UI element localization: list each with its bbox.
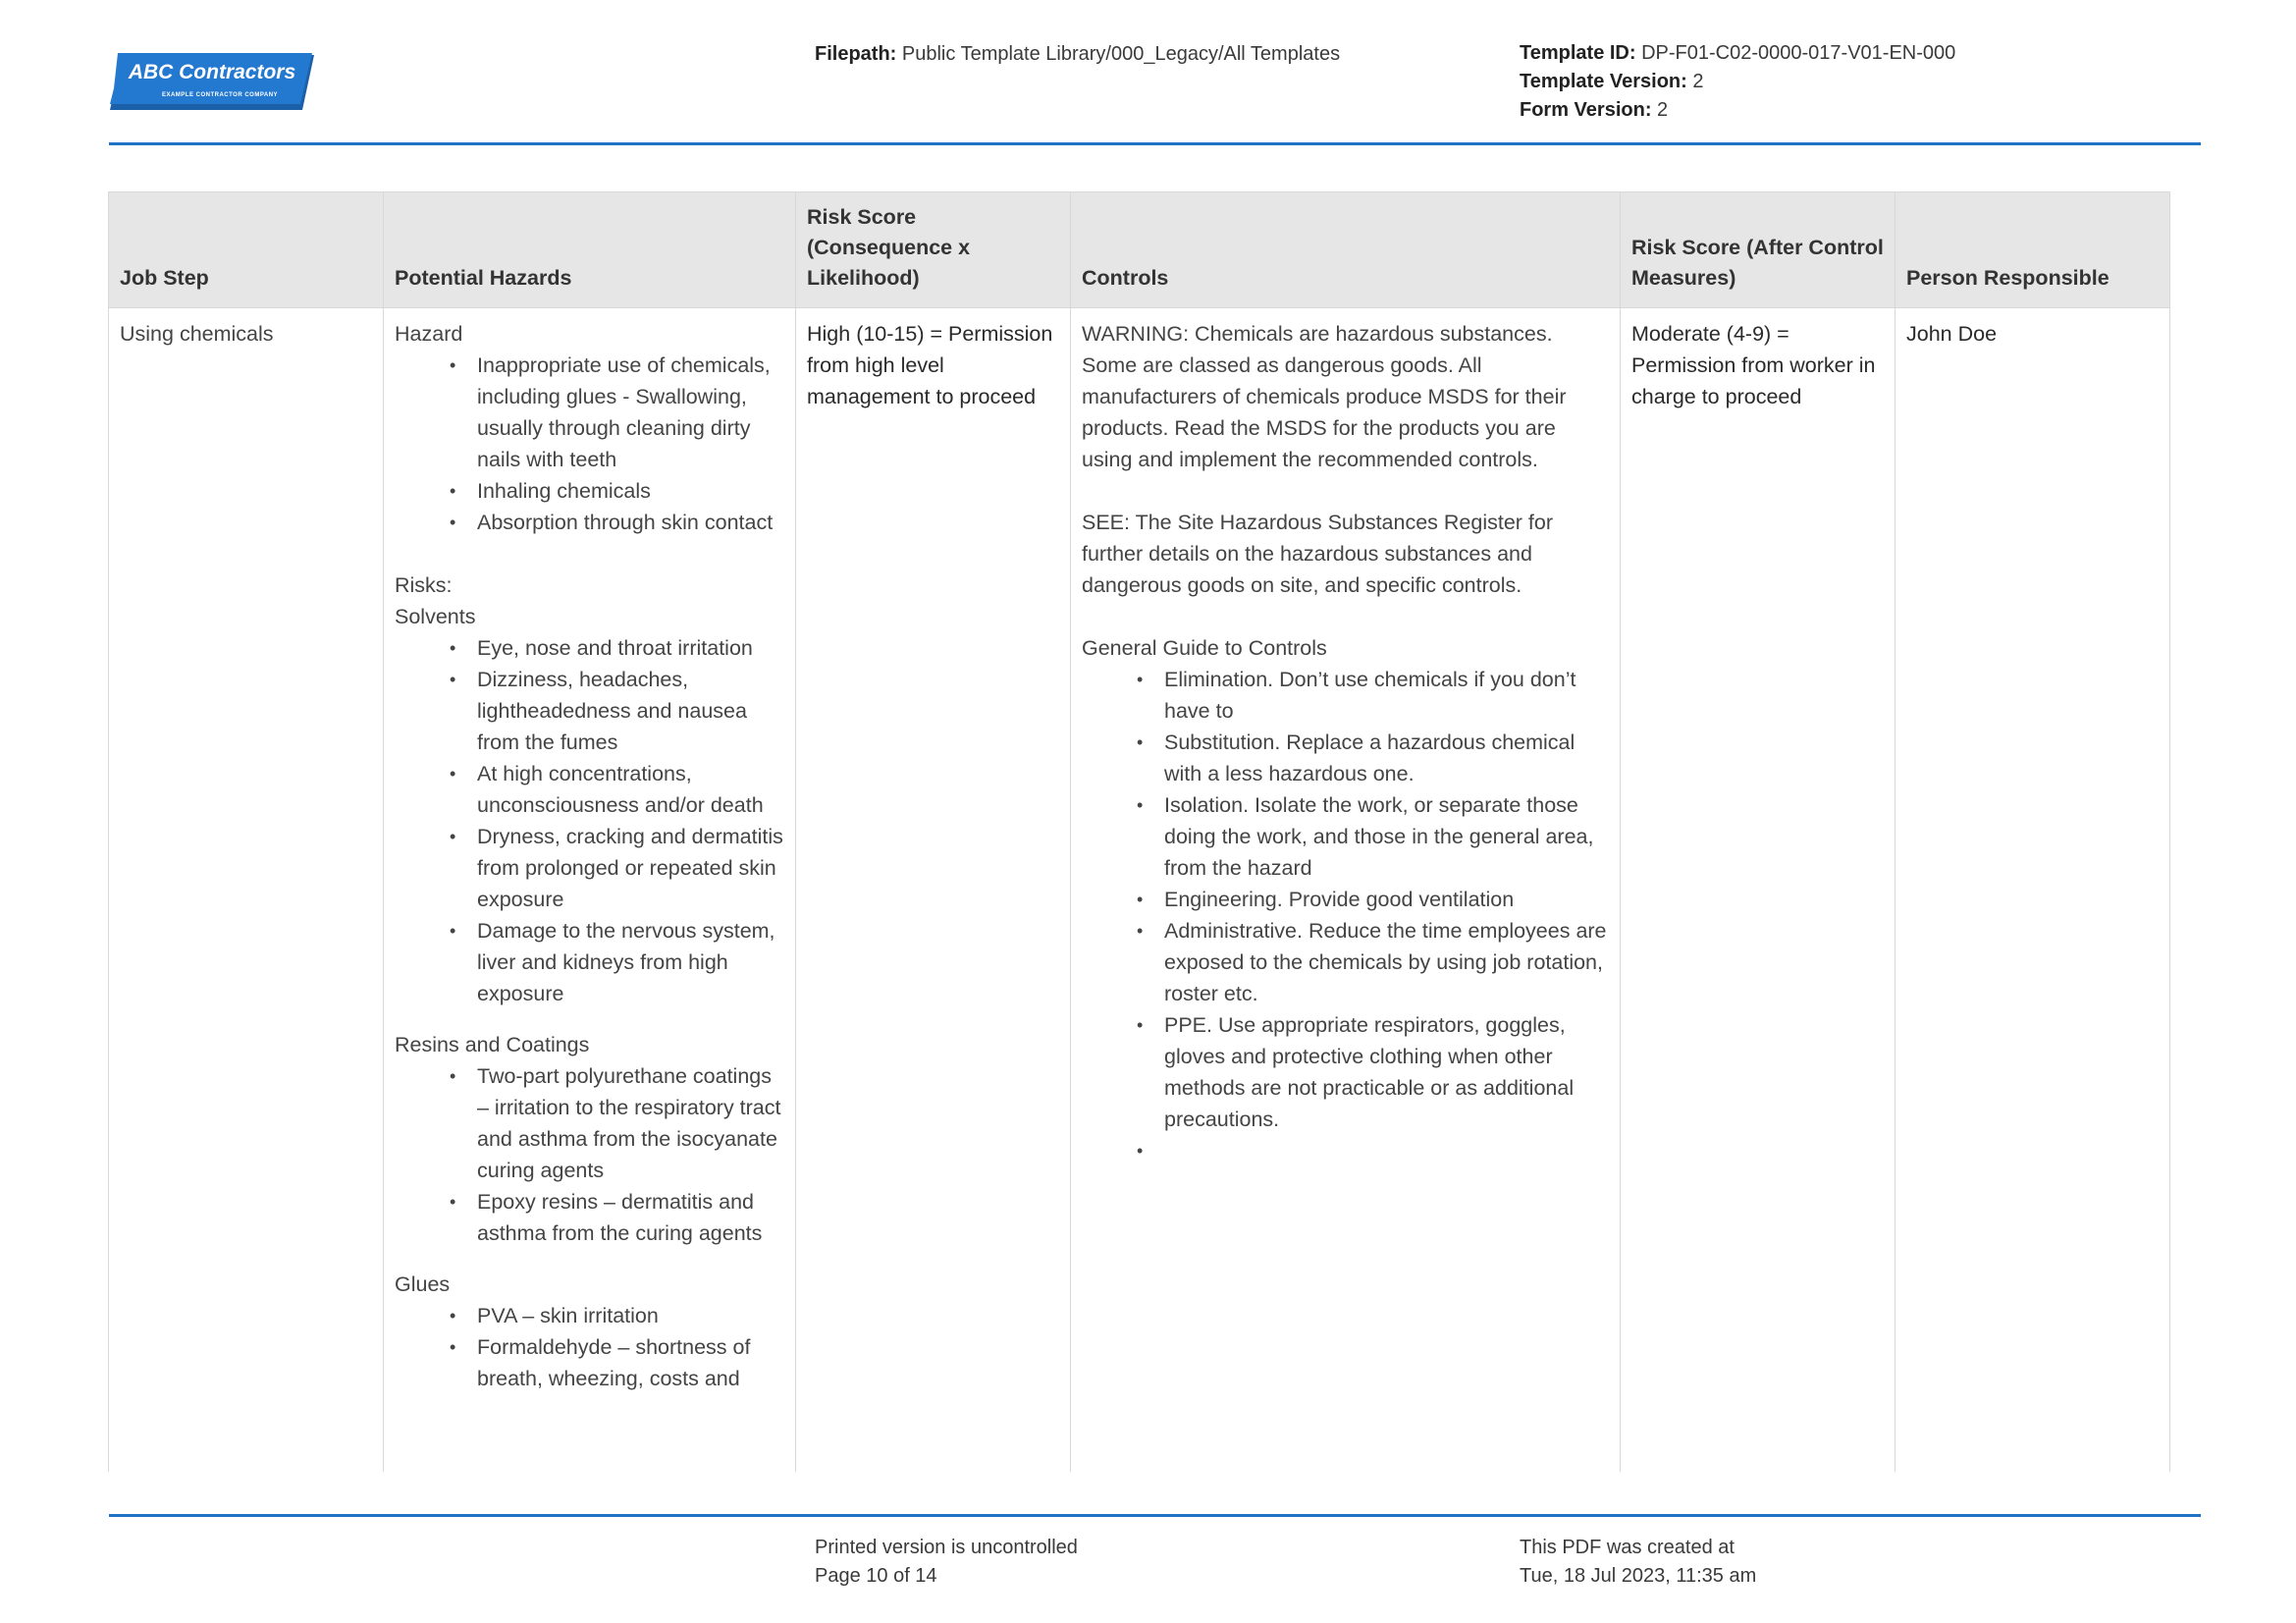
filepath-block (815, 39, 1340, 69)
list-item: • Elimination. Don’t use chemicals if you don’t have to (1164, 664, 1609, 727)
template-id-value: DP-F01-C02-0000-017-V01-EN-000 (1641, 42, 1956, 64)
controls-see: SEE: The Site Hazardous Substances Register for further details on the hazardous substances and dangerous goods on site, and specific controls. (1082, 511, 1554, 597)
table-row (109, 308, 2170, 1472)
list-item: • Two-part polyurethane coatings – irritation to the respiratory tract and asthma from the isocyanate curing agents (477, 1060, 784, 1186)
column-header: Potential Hazards (384, 192, 796, 308)
risk-score-cell: High (10-15) = Permission from high level management to proceed (796, 308, 1071, 1472)
controls-guide-list (1082, 664, 1609, 1166)
filepath-label: Filepath: (815, 43, 897, 65)
header-divider (109, 142, 2201, 145)
list-item: • Inappropriate use of chemicals, including glues - Swallowing, usually through cleaning dirty nails with teeth (477, 350, 784, 475)
glues-heading: Glues (395, 1272, 451, 1296)
list-item: • Administrative. Reduce the time employees are exposed to the chemicals by using job rotation, roster etc. (1164, 915, 1609, 1009)
form-version-value: 2 (1657, 99, 1669, 121)
column-header: Person Responsible (1896, 192, 2170, 308)
list-item: • Dryness, cracking and dermatitis from prolonged or repeated skin exposure (477, 821, 784, 915)
list-item: • Eye, nose and throat irritation (477, 632, 784, 664)
list-item: • Engineering. Provide good ventilation (1164, 884, 1609, 915)
hazard-heading: Hazard (395, 322, 463, 346)
list-item: • PPE. Use appropriate respirators, goggles, gloves and protective clothing when other methods are not practicable or as additional precautions. (1164, 1009, 1609, 1135)
footer-right-block (1520, 1534, 1756, 1591)
glues-list (395, 1300, 784, 1394)
table-header-row (109, 192, 2170, 308)
resins-list (395, 1060, 784, 1249)
hazards-cell (384, 308, 796, 1472)
column-header: Risk Score (Consequence x Likelihood) (796, 192, 1071, 308)
person-responsible-cell: John Doe (1896, 308, 2170, 1472)
risk-assessment-table (108, 191, 2170, 1472)
solvents-heading: Solvents (395, 605, 476, 628)
risks-heading: Risks: (395, 573, 453, 597)
column-header: Controls (1071, 192, 1621, 308)
uncontrolled-notice: Printed version is uncontrolled (815, 1537, 1078, 1558)
list-item: • Dizziness, headaches, lightheadedness and nausea from the fumes (477, 664, 784, 758)
form-version-label: Form Version: (1520, 99, 1652, 121)
page-number: Page 10 of 14 (815, 1565, 937, 1587)
job-step-cell: Using chemicals (109, 308, 384, 1472)
list-item: • Substitution. Replace a hazardous chemical with a less hazardous one. (1164, 727, 1609, 789)
template-id-label: Template ID: (1520, 42, 1636, 64)
list-item: • Formaldehyde – shortness of breath, wheezing, costs and (477, 1331, 784, 1394)
created-timestamp: Tue, 18 Jul 2023, 11:35 am (1520, 1565, 1757, 1587)
list-item: • Epoxy resins – dermatitis and asthma from the curing agents (477, 1186, 784, 1249)
resins-heading: Resins and Coatings (395, 1033, 590, 1056)
footer-left-block (815, 1534, 1078, 1591)
footer-divider (109, 1514, 2201, 1517)
created-label: This PDF was created at (1520, 1537, 1735, 1558)
company-logo (110, 53, 316, 112)
list-item: • PVA – skin irritation (477, 1300, 784, 1331)
template-version-value: 2 (1692, 71, 1704, 92)
hazard-list (395, 350, 784, 538)
column-header: Risk Score (After Control Measures) (1621, 192, 1896, 308)
filepath-value: Public Template Library/000_Legacy/All Templates (901, 43, 1341, 65)
list-item: • At high concentrations, unconsciousness and/or death (477, 758, 784, 821)
svg-text:ABC Contractors: ABC Contractors (128, 61, 296, 83)
list-item: • Damage to the nervous system, liver and kidneys from high exposure (477, 915, 784, 1009)
svg-text:EXAMPLE CONTRACTOR COMPANY: EXAMPLE CONTRACTOR COMPANY (161, 92, 279, 98)
risk-after-cell: Moderate (4-9) = Permission from worker in charge to proceed (1621, 308, 1896, 1472)
column-header: Job Step (109, 192, 384, 308)
list-item: • Isolation. Isolate the work, or separate those doing the work, and those in the general area, from the hazard (1164, 789, 1609, 884)
list-item: • Absorption through skin contact (477, 507, 784, 538)
template-info-block (1520, 39, 1955, 125)
controls-guide-heading: General Guide to Controls (1082, 636, 1327, 660)
template-version-label: Template Version: (1520, 71, 1687, 92)
list-item-empty (1164, 1135, 1609, 1166)
list-item: • Inhaling chemicals (477, 475, 784, 507)
controls-cell (1071, 308, 1621, 1472)
page-header (0, 0, 2296, 147)
solvents-list (395, 632, 784, 1009)
controls-warning: WARNING: Chemicals are hazardous substances. Some are classed as dangerous goods. All manufacturers of chemicals produce MSDS for their products. Read the MSDS for the products you are using and implement the recommended controls. (1082, 322, 1567, 471)
